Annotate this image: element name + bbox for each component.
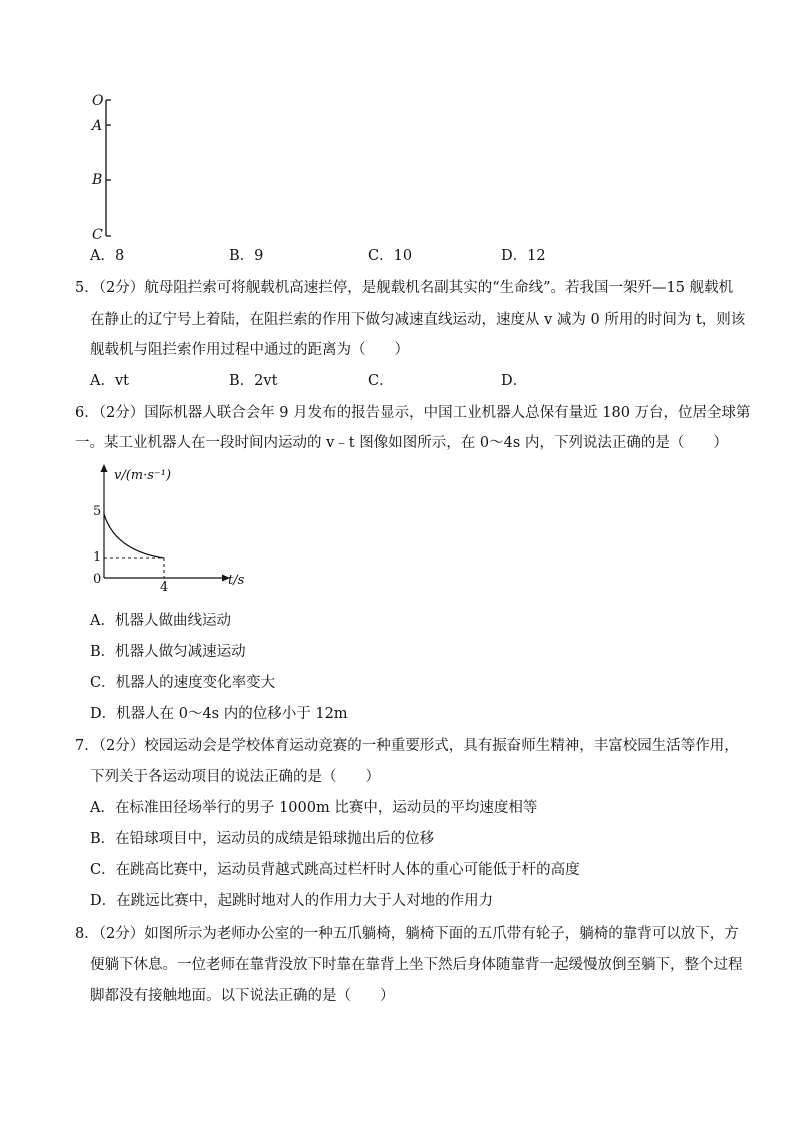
q8-stem-line-3: 脚都没有接触地面。以下说法正确的是（ ）	[90, 988, 395, 1004]
q7-stem-line-2: 下列关于各运动项目的说法正确的是（ ）	[90, 769, 380, 785]
vt-y-tick-5: 5	[93, 504, 102, 519]
vt-y-axis-label: v/(m·s⁻¹)	[114, 468, 172, 483]
q4-option-b[interactable]: B．9	[229, 248, 264, 264]
q6-option-a[interactable]: A．机器人做曲线运动	[90, 613, 231, 629]
q5-stem-line-3: 舰载机与阻拦索作用过程中通过的距离为（ ）	[90, 342, 409, 358]
vt-curve	[104, 514, 164, 558]
q5-option-c[interactable]: C．	[368, 373, 394, 389]
q7-option-c[interactable]: C．在跳高比赛中，运动员背越式跳高过栏杆时人体的重心可能低于杆的高度	[90, 862, 580, 878]
q6-option-b[interactable]: B．机器人做匀减速运动	[90, 644, 246, 660]
q5-option-b[interactable]: B．2vt	[229, 373, 278, 389]
q4-option-a[interactable]: A．8	[90, 248, 125, 264]
q7-stem-line-1: 7．（2分）校园运动会是学校体育运动竞赛的一种重要形式，具有振奋师生精神，丰富校园生活等作用，	[75, 738, 739, 754]
vt-origin-0: 0	[93, 572, 102, 587]
q5-option-a[interactable]: A．vt	[90, 373, 129, 389]
q5-option-d[interactable]: D．	[501, 373, 528, 389]
vt-y-arrow	[101, 464, 108, 472]
q4-option-c[interactable]: C．10	[368, 248, 413, 264]
vt-x-axis-label: t/s	[228, 573, 245, 588]
oabc-line-diagram	[88, 92, 128, 242]
q8-stem-line-1: 8．（2分）如图所示为老师办公室的一种五爪躺椅，躺椅下面的五爪带有轮子，躺椅的靠背可以放下，方	[75, 926, 739, 942]
q8-stem-line-2: 便躺下休息。一位老师在靠背没放下时靠在靠背上坐下然后身体随靠背一起缓慢放倒至躺下，整个过程	[90, 957, 743, 973]
q7-option-a[interactable]: A．在标准田径场举行的男子 1000m 比赛中，运动员的平均速度相等	[90, 800, 538, 816]
q6-stem-line-2: 一。某工业机器人在一段时间内运动的 v﹣t 图像如图所示，在 0～4s 内，下列说法正确的是（ ）	[75, 435, 728, 451]
q7-option-b[interactable]: B．在铅球项目中，运动员的成绩是铅球抛出后的位移	[90, 831, 435, 847]
vt-x-tick-4: 4	[160, 580, 169, 595]
point-b-label: B	[92, 172, 103, 188]
q6-option-d[interactable]: D．机器人在 0～4s 内的位移小于 12m	[90, 706, 348, 722]
q5-stem-line-1: 5．（2分）航母阻拦索可将舰载机高速拦停，是舰载机名副其实的“生命线”。若我国一架歼—15 舰载机	[75, 280, 734, 296]
vt-y-tick-1: 1	[93, 550, 102, 565]
point-c-label: C	[92, 227, 103, 243]
q5-stem-line-2: 在静止的辽宁号上着陆，在阻拦索的作用下做匀减速直线运动，速度从 v 减为 0 所用的时间为 t，则该	[90, 312, 746, 328]
q6-stem-line-1: 6．（2分）国际机器人联合会年 9 月发布的报告显示，中国工业机器人总保有量近 180 万台，位居全球第	[75, 405, 751, 421]
point-o-label: O	[92, 93, 104, 109]
point-a-label: A	[92, 118, 103, 134]
q6-option-c[interactable]: C．机器人的速度变化率变大	[90, 675, 276, 691]
q4-option-d[interactable]: D．12	[501, 248, 546, 264]
q7-option-d[interactable]: D．在跳远比赛中，起跳时地对人的作用力大于人对地的作用力	[90, 893, 494, 909]
